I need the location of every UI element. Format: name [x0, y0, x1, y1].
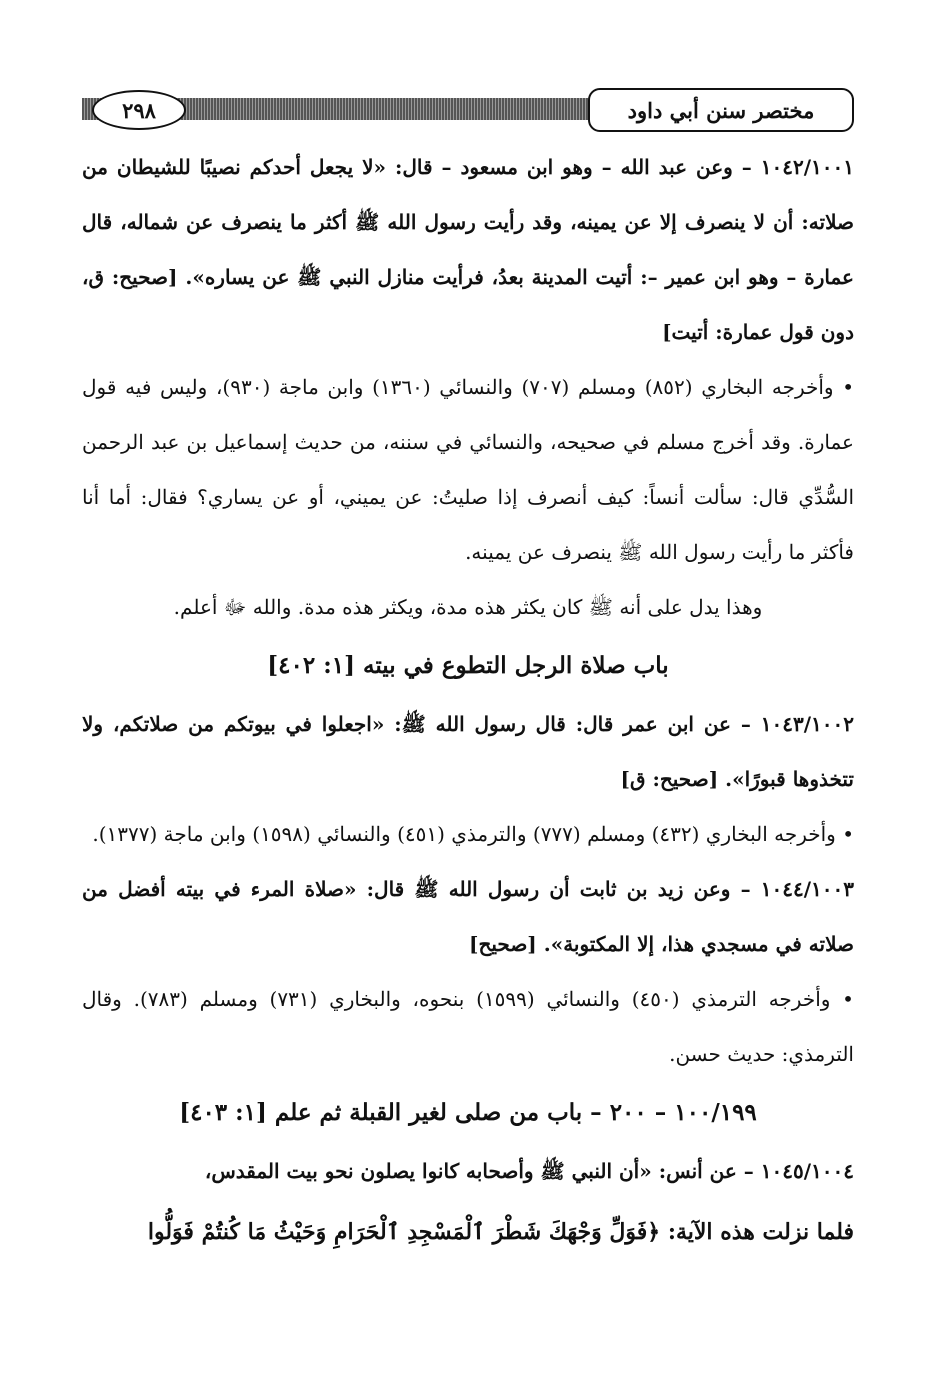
page-number: ٢٩٨: [92, 90, 186, 130]
chapter-title-2: ١٠٠/١٩٩ – ٢٠٠ – باب من صلى لغير القبلة ثم علم [١: ٤٠٣]: [179, 1099, 757, 1126]
hadith-1042: ١٠٤٢/١٠٠١ – وعن عبد الله – وهو ابن مسعود – قال: «لا يجعل أحدكم نصيبًا للشيطان من صلاته: أن لا ينصرف إلا عن يمينه، وقد رأيت رسول الله ﷺ أكثر ما ينصرف عن شماله، قال عمارة – وهو ابن عمير –: أتيت المدينة بعدُ، فرأيت منازل النبي ﷺ عن يساره». [صحيح: ق، دون قول عمارة: أتيت]: [82, 155, 854, 344]
takhrij-1042: • وأخرجه البخاري (٨٥٢) ومسلم (٧٠٧) والنسائي (١٣٦٠) وابن ماجة (٩٣٠)، وليس فيه قول عمارة. وقد أخرج مسلم في صحيحه، والنسائي في سننه، من حديث إسماعيل بن عبد الرحمن السُّدِّي قال: سألت أنساً: كيف أنصرف إذا صليتُ: عن يميني، أو عن يساري؟ فقال: أما أنا فأكثر ما رأيت رسول الله ﷺ ينصرف عن يمينه.: [82, 375, 855, 564]
note-1042: وهذا يدل على أنه ﷺ كان يكثر هذه مدة، ويكثر هذه مدة. والله ﷻ أعلم.: [173, 595, 763, 619]
book-title: مختصر سنن أبي داود: [588, 88, 854, 132]
takhrij-1043: • وأخرجه البخاري (٤٣٢) ومسلم (٧٧٧) والترمذي (٤٥١) والنسائي (١٥٩٨) وابن ماجة (١٣٧٧).: [92, 822, 854, 846]
page-body: [82, 140, 854, 1265]
hadith-1043: ١٠٤٣/١٠٠٢ – عن ابن عمر قال: قال رسول الله ﷺ: «اجعلوا في بيوتكم من صلاتكم، ولا تتخذوها قبورًا». [صحيح: ق]: [82, 712, 854, 791]
page-header: [82, 88, 854, 132]
hadith-1045: ١٠٤٥/١٠٠٤ – عن أنس: «أن النبي ﷺ وأصحابه كانوا يصلون نحو بيت المقدس،: [204, 1159, 854, 1183]
hadith-1044: ١٠٤٤/١٠٠٣ – وعن زيد بن ثابت أن رسول الله ﷺ قال: «صلاة المرء في بيته أفضل من صلاته في مسجدي هذا، إلا المكتوبة». [صحيح]: [82, 877, 854, 956]
chapter-title-1: باب صلاة الرجل التطوع في بيته [١: ٤٠٢]: [267, 652, 669, 679]
takhrij-1044: • وأخرجه الترمذي (٤٥٠) والنسائي (١٥٩٩) بنحوه، والبخاري (٧٣١) ومسلم (٧٨٣). وقال الترمذي: حديث حسن.: [82, 987, 854, 1066]
quran-verse: فلما نزلت هذه الآية: ﴿فَوَلِّ وَجْهَكَ شَطْرَ ٱلْمَسْجِدِ ٱلْحَرَامِ وَحَيْثُ مَا كُنتُمْ فَوَلُّوا: [147, 1219, 854, 1245]
